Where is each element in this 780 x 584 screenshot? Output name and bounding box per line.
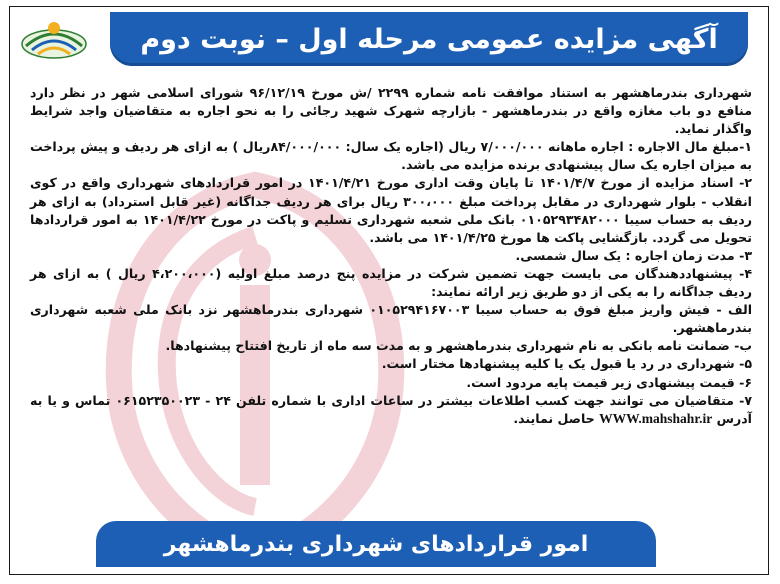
notice-title: آگهی مزایده عمومی مرحله اول – نوبت دوم [140,23,718,55]
notice-item-4b: ب- ضمانت نامه بانکی به نام شهرداری بندرماهشهر و به مدت سه ماه از تاریخ افتتاح پیشنهادها. [165,338,752,354]
notice-item-6: ۶- قیمت پیشنهادی زیر قیمت پایه مردود است. [466,374,752,390]
notice-title-banner [110,12,748,66]
notice-item-4: ۴- پیشنهاددهندگان می بایست جهت تضمین شرکت در مزایده پنج درصد مبلغ اولیه (۴،۲۰۰،۰۰۰ ریال ) به ازای هر ردیف جداگانه را به یکی از دو طریق زیر ارائه نمایند: [30,265,752,300]
notice-item-4a: الف - فیش واریز مبلغ فوق به حساب سیبا ۰۱۰۵۲۹۴۱۶۷۰۰۳ شهرداری بندرماهشهر نزد بانک ملی شعبه شهرداری بندرماهشهر. [30,302,753,336]
notice-body [30,84,752,428]
notice-item-7 [30,392,752,428]
notice-item-5: ۵- شهرداری در رد یا قبول یک یا کلیه پیشنهادها مختار است. [381,356,752,372]
footer-banner [96,521,656,567]
notice-item-7-end: حاصل نمایند. [513,410,595,426]
notice-intro: شهرداری بندرماهشهر به استناد موافقت نامه شماره ۲۲۹۹ /ش مورخ ۹۶/۱۲/۱۹ شورای اسلامی شهر در نظر دارد منافع دو باب مغازه واقع در بندرماهشهر - بازارچه شهرک شهید رجائی را به نحو اجاره به متقاضیان واجد شرایط واگذار نماید. [30,85,752,137]
notice-item-1: ۱-مبلغ مال الاجاره : اجاره ماهانه ۷/۰۰۰/۰۰۰ ریال (اجاره یک سال: ۸۴/۰۰۰/۰۰۰ریال ) به ازای هر ردیف و پیش پرداخت به میزان اجاره یک سال پیشنهادی برنده مزایده می باشد. [30,139,752,173]
notice-item-2: ۲- اسناد مزایده از مورخ ۱۴۰۱/۴/۷ تا پایان وقت اداری مورخ ۱۴۰۱/۴/۲۱ در امور قراردادهای شهرداری واقع در کوی انقلاب - بلوار شهرداری در مقابل پرداخت مبلغ ۳۰۰،۰۰۰ ریال برای هر ردیف جداگانه (غیر قابل استرداد) به ازای هر ردیف به حساب سیبا ۰۱۰۵۲۹۳۴۸۲۰۰۰ بانک ملی شعبه شهرداری تسلیم و پاکت در مورخ ۱۴۰۱/۴/۲۲ به امور قراردادها تحویل می گردد. بازگشایی پاکت ها مورخ ۱۴۰۱/۴/۲۵ می باشد. [30,175,752,245]
footer-label: امور قراردادهای شهرداری بندرماهشهر [163,531,589,557]
municipality-logo-icon [18,14,90,64]
notice-item-7-text: ۷- متقاضیان می توانند جهت کسب اطلاعات بیشتر در ساعات اداری با شماره تلفن ۲۴ - ۰۶۱۵۲۳۵۰۰۲۳ تماس و یا به آدرس [30,392,753,426]
website-link[interactable]: WWW.mahshahr.ir [599,410,713,426]
notice-item-3: ۳- مدت زمان اجاره : یک سال شمسی. [515,247,752,263]
